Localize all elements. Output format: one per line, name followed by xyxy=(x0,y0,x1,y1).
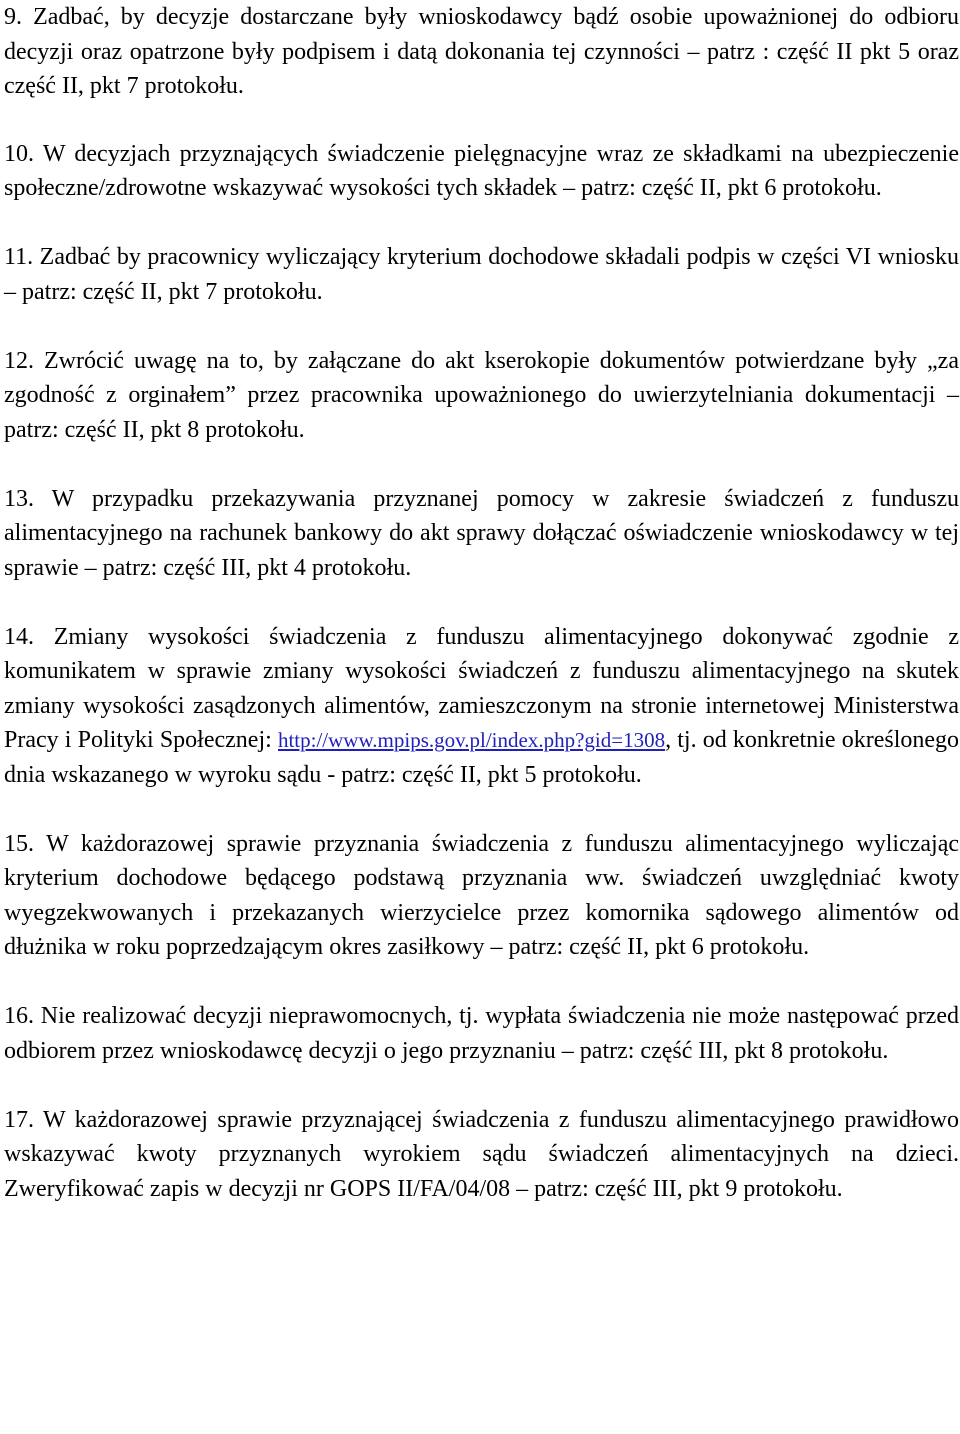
item-number: 16. xyxy=(4,1003,34,1029)
recommendation-item xyxy=(4,827,959,965)
recommendation-item xyxy=(4,240,959,309)
item-text: Zwrócić uwagę na to, by załączane do akt kserokopie dokumentów potwierdzane były „za zgodność z orginałem” przez pracownika upoważnionego do uwierzytelniania dokumentacji – patrz: część II, pkt 8 protokołu. xyxy=(4,347,959,443)
recommendation-item xyxy=(4,999,959,1068)
item-number: 9. xyxy=(4,4,22,30)
item-number: 17. xyxy=(4,1106,34,1133)
recommendation-item xyxy=(4,344,959,448)
recommendation-item xyxy=(4,482,959,586)
item-text: Nie realizować decyzji nieprawomocnych, tj. wypłata świadczenia nie może następować przed odbiorem przez wnioskodawcę decyzji o jego przyznaniu – patrz: część III, pkt 8 protokołu. xyxy=(4,1003,959,1064)
item-text-continued: , tj. od konkretnie określonego dnia wskazanego w wyroku sądu - patrz: część II, pkt 5 protokołu. xyxy=(4,727,960,788)
recommendation-item xyxy=(4,1103,959,1207)
recommendation-item xyxy=(4,0,959,104)
document-page xyxy=(4,0,959,1241)
item-text: W decyzjach przyznających świadczenie pielęgnacyjne wraz ze składkami na ubezpieczenie społeczne/zdrowotne wskazywać wysokości tych składek – patrz: część II, pkt 6 protokołu. xyxy=(4,140,959,201)
recommendation-item xyxy=(4,620,959,793)
item-number: 14. xyxy=(4,623,34,650)
item-number: 12. xyxy=(4,347,34,374)
recommendation-item xyxy=(4,137,959,206)
item-text: Zadbać by pracownicy wyliczający kryterium dochodowe składali podpis w części VI wniosku – patrz: część II, pkt 7 protokołu. xyxy=(4,244,960,305)
item-number: 13. xyxy=(4,485,34,512)
item-number: 15. xyxy=(4,830,34,857)
item-text: Zmiany wysokości świadczenia z funduszu alimentacyjnego dokonywać zgodnie z komunikatem w sprawie zmiany wysokości świadczeń z funduszu alimentacyjnego na skutek zmiany wysokości zasądzonych alimentów, zamieszczonym na stronie internetowej Ministerstwa Pracy i Polityki Społecznej: xyxy=(4,623,960,753)
item-text: Zadbać, by decyzje dostarczane były wnioskodawcy bądź osobie upoważnionej do odbioru decyzji oraz opatrzone były podpisem i datą dokonania tej czynności – patrz : część II pkt 5 oraz część II, pkt 7 protokołu. xyxy=(4,4,959,99)
item-text: W każdorazowej sprawie przyznania świadczenia z funduszu alimentacyjnego wyliczając kryterium dochodowe będącego podstawą przyznania ww. świadczeń uwzględniać kwoty wyegzekwowanych i przekazanych wierzycielce przez komornika sądowego alimentów od dłużnika w roku poprzedzającym okres zasiłkowy – patrz: część II, pkt 6 protokołu. xyxy=(4,830,959,960)
item-text: W każdorazowej sprawie przyznającej świadczenia z funduszu alimentacyjnego prawidłowo wskazywać kwoty przyznanych wyrokiem sądu świadczeń alimentacyjnych na dzieci. Zweryfikować zapis w decyzji nr GOPS II/FA/04/08 – patrz: część III, pkt 9 protokołu. xyxy=(4,1106,959,1202)
item-number: 10. xyxy=(4,140,34,167)
ministry-link[interactable]: http://www.mpips.gov.pl/index.php?gid=1308 xyxy=(277,728,666,752)
item-text: W przypadku przekazywania przyznanej pomocy w zakresie świadczeń z funduszu alimentacyjnego na rachunek bankowy do akt sprawy dołączać oświadczenie wnioskodawcy w tej sprawie – patrz: część III, pkt 4 protokołu. xyxy=(4,485,959,581)
item-number: 11. xyxy=(4,244,34,270)
